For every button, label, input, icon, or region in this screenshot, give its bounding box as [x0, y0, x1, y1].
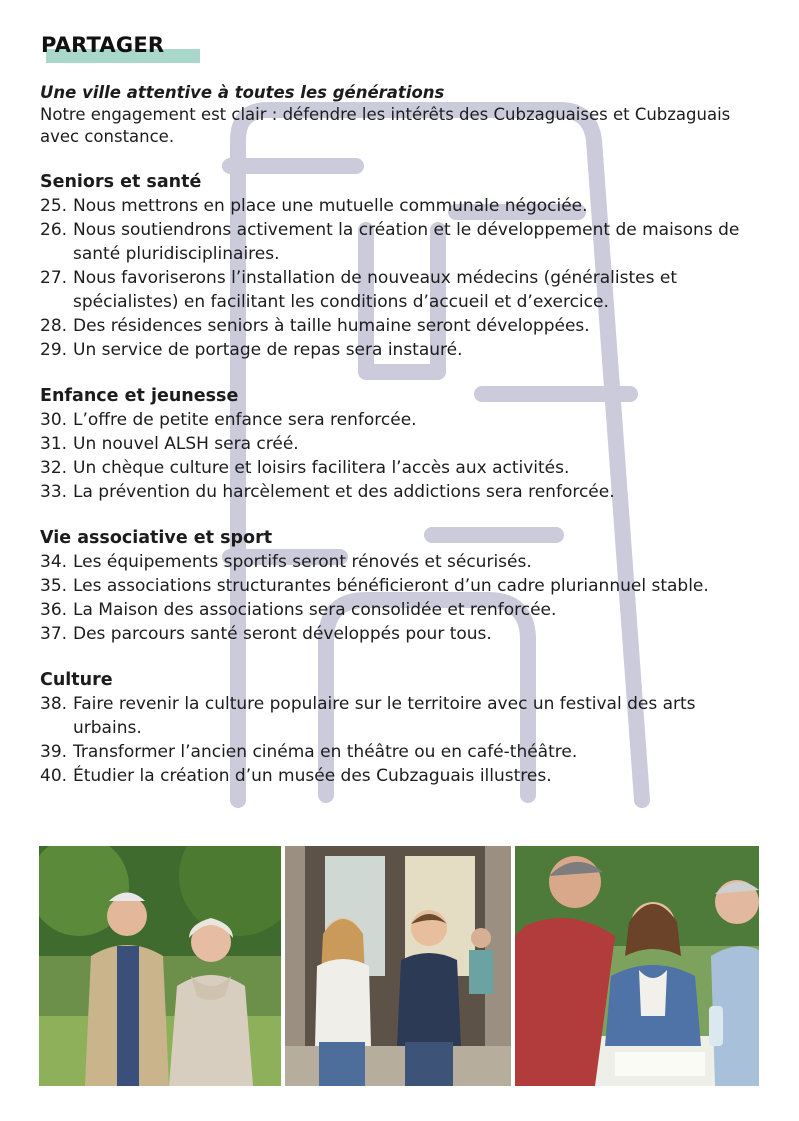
list-item-number: 32.: [40, 458, 68, 478]
photo-strip: [39, 846, 759, 1086]
list-item: [40, 740, 765, 764]
list-item-text: Nous favoriserons l’installation de nouveaux médecins (généralistes et spécialistes) en facilitant les conditions d’accueil et d’exercice.: [73, 268, 677, 312]
main-content: [40, 30, 765, 788]
list-item-text: Les équipements sportifs seront rénovés et sécurisés.: [73, 552, 532, 572]
list-item-text: Étudier la création d’un musée des Cubzaguais illustres.: [73, 766, 552, 786]
list-item: [40, 432, 765, 456]
list-item-number: 40.: [40, 766, 68, 786]
list-item: [40, 194, 765, 218]
list-item-number: 35.: [40, 576, 68, 596]
header: [40, 30, 765, 70]
list-item-number: 27.: [40, 268, 68, 288]
list-item: [40, 266, 765, 314]
list-item-text: Faire revenir la culture populaire sur le territoire avec un festival des arts urbains.: [73, 694, 696, 738]
list-item: [40, 408, 765, 432]
section-list: [40, 194, 765, 362]
list-item: [40, 764, 765, 788]
list-item-text: Un service de portage de repas sera instauré.: [73, 340, 463, 360]
list-item: [40, 314, 765, 338]
list-item-text: La Maison des associations sera consolidée et renforcée.: [73, 600, 557, 620]
list-item-text: Un chèque culture et loisirs facilitera l’accès aux activités.: [73, 458, 570, 478]
list-item-text: Transformer l’ancien cinéma en théâtre ou en café-théâtre.: [73, 742, 578, 762]
page-title: PARTAGER: [41, 33, 165, 57]
section-list: [40, 408, 765, 504]
list-item-number: 39.: [40, 742, 68, 762]
sections: [40, 170, 765, 788]
photo-children: [285, 846, 511, 1086]
section-list: [40, 550, 765, 646]
list-item-number: 29.: [40, 340, 68, 360]
list-item-number: 26.: [40, 220, 68, 240]
list-item-text: Un nouvel ALSH sera créé.: [73, 434, 299, 454]
list-item-number: 37.: [40, 624, 68, 644]
section-title: Seniors et santé: [40, 172, 202, 192]
list-item: [40, 692, 765, 740]
list-item-number: 38.: [40, 694, 68, 714]
list-item: [40, 480, 765, 504]
list-item: [40, 622, 765, 646]
list-item-number: 30.: [40, 410, 68, 430]
photo-seniors: [39, 846, 281, 1086]
section-list: [40, 692, 765, 788]
list-item-text: L’offre de petite enfance sera renforcée.: [73, 410, 417, 430]
list-item-number: 31.: [40, 434, 68, 454]
list-item-text: Les associations structurantes bénéficieront d’un cadre pluriannuel stable.: [73, 576, 709, 596]
section: [40, 170, 765, 362]
section-title: Enfance et jeunesse: [40, 386, 239, 406]
list-item: [40, 598, 765, 622]
list-item-number: 33.: [40, 482, 68, 502]
list-item: [40, 574, 765, 598]
list-item: [40, 456, 765, 480]
list-item-text: Des parcours santé seront développés pour tous.: [73, 624, 492, 644]
list-item-number: 36.: [40, 600, 68, 620]
list-item-text: Nous mettrons en place une mutuelle communale négociée.: [73, 196, 588, 216]
section: [40, 668, 765, 788]
list-item-number: 25.: [40, 196, 68, 216]
section-title: Vie associative et sport: [40, 528, 273, 548]
list-item: [40, 218, 765, 266]
intro: [40, 82, 765, 148]
section: [40, 526, 765, 646]
section: [40, 384, 765, 504]
list-item: [40, 550, 765, 574]
list-item-text: Des résidences seniors à taille humaine seront développées.: [73, 316, 590, 336]
photo-associations: [515, 846, 759, 1086]
list-item: [40, 338, 765, 362]
section-title: Culture: [40, 670, 113, 690]
list-item-number: 28.: [40, 316, 68, 336]
list-item-text: Nous soutiendrons activement la création et le développement de maisons de santé pluridisciplinaires.: [73, 220, 740, 264]
list-item-number: 34.: [40, 552, 68, 572]
intro-subtitle: Une ville attentive à toutes les générations: [40, 83, 445, 102]
intro-text: Notre engagement est clair : défendre les intérêts des Cubzaguaises et Cubzaguais avec constance.: [40, 105, 731, 146]
list-item-text: La prévention du harcèlement et des addictions sera renforcée.: [73, 482, 615, 502]
